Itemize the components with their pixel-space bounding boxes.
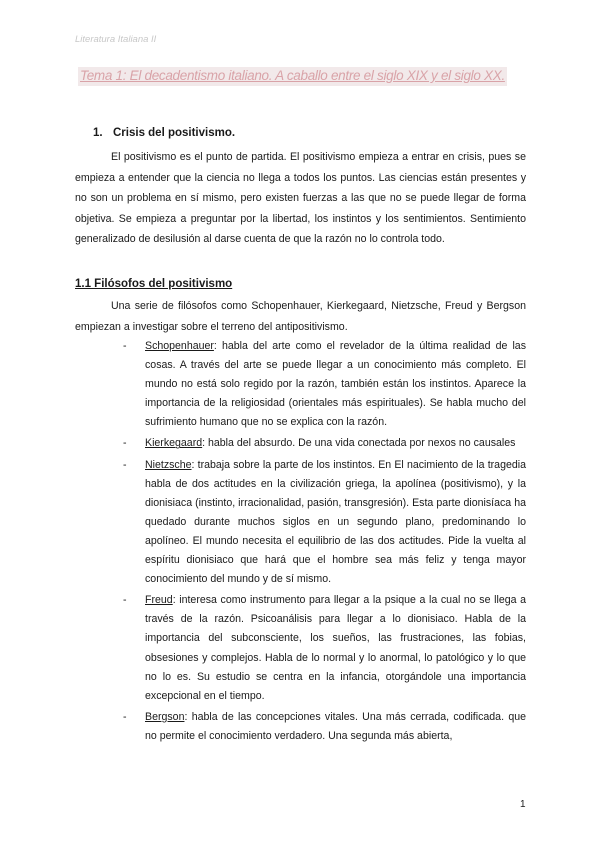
dash-bullet: - (123, 458, 127, 471)
page-number: 1 (520, 799, 526, 810)
philosopher-text: : habla de las concepciones vitales. Una más cerrada, codificada. que no permite el conocimiento verdadero. Una segunda más abierta, (145, 710, 526, 742)
section-1-text: El positivismo es el punto de partida. El positivismo empieza a entrar en crisis, pues se empieza a entender que la ciencia no llega a todos los puntos. Las ciencias están presentes y no son un problema en sí mismo, pero existen fuerzas a las que no se puede llegar de forma objetiva. Se empieza a preguntar por la libertad, los instintos y los sentimientos. Sentimiento generalizado de desilusión al darse cuenta de que la razón no lo controla todo. (75, 151, 526, 246)
dash-bullet: - (123, 340, 127, 352)
philosopher-text: : habla del absurdo. De una vida conectada por nexos no causales (202, 437, 516, 450)
list-item (124, 708, 526, 746)
subsection-heading: 1.1 Filósofos del positivismo (75, 278, 233, 290)
philosopher-text: : habla del arte como el revelador de la última realidad de las cosas. A través del arte se puede llegar a un conocimiento más completo. El mundo no está solo regido por la razón, también están los instintos. Aparece la importancia de la religiosidad (orientales más espirituales). Se habla mucho del sufrimiento humano que no se explica con la razón. (145, 340, 526, 429)
philosopher-name: Freud (145, 594, 173, 607)
dash-bullet: - (123, 437, 127, 450)
dash-bullet: - (123, 594, 127, 607)
list-item (124, 337, 526, 432)
philosopher-name: Nietzsche (145, 458, 192, 471)
list-item (124, 456, 526, 590)
running-header: Literatura Italiana II (75, 34, 157, 45)
philosopher-text: : interesa como instrumento para llegar a la psique a la cual no se llega a través de la razón. Psicoanálisis para llegar a lo dionisiaco. Habla de la importancia del subconsciente, los sueños, las frustraciones, las fobias, obsesiones y complejos. Habla de lo normal y lo anormal, lo patológico y lo que no lo es. Su estudio se centra en la infancia, otorgándole una importancia excepcional en el tiempo. (145, 594, 526, 702)
philosopher-text: : trabaja sobre la parte de los instintos. En El nacimiento de la tragedia habla de dos actitudes en la civilización griega, la apolínea (positivismo), y la dionisiaca (instinto, irracionalidad, pasión, transgresión). Esta parte dionisíaca ha quedado durante muchos siglos en un segundo plano, predominando lo apolíneo. El mundo necesita el equilibrio de las dos actitudes. Pide la vuelta al espíritu dionisiaco que hará que el hombre sea más feliz y tenga mayor conocimiento del mundo y de sí mismo. (145, 458, 526, 586)
subsection-paragraph (75, 296, 526, 337)
section-heading-1 (93, 127, 235, 139)
philosophers-list (124, 337, 526, 746)
list-item (124, 591, 526, 706)
section-number: 1. (93, 127, 103, 139)
philosopher-name: Schopenhauer (145, 340, 214, 352)
philosopher-name: Kierkegaard (145, 437, 203, 450)
document-title-text: Tema 1: El decadentismo italiano. A caballo entre el siglo XIX y el siglo XX. (78, 67, 507, 86)
philosopher-name: Bergson (145, 710, 185, 723)
list-item (124, 434, 526, 453)
dash-bullet: - (123, 710, 127, 723)
document-title (78, 68, 528, 83)
section-title: Crisis del positivismo. (113, 127, 236, 139)
section-1-paragraph (75, 147, 526, 250)
subsection-text: Una serie de filósofos como Schopenhauer, Kierkegaard, Nietzsche, Freud y Bergson empiezan a investigar sobre el terreno del antipositivismo. (75, 300, 526, 333)
